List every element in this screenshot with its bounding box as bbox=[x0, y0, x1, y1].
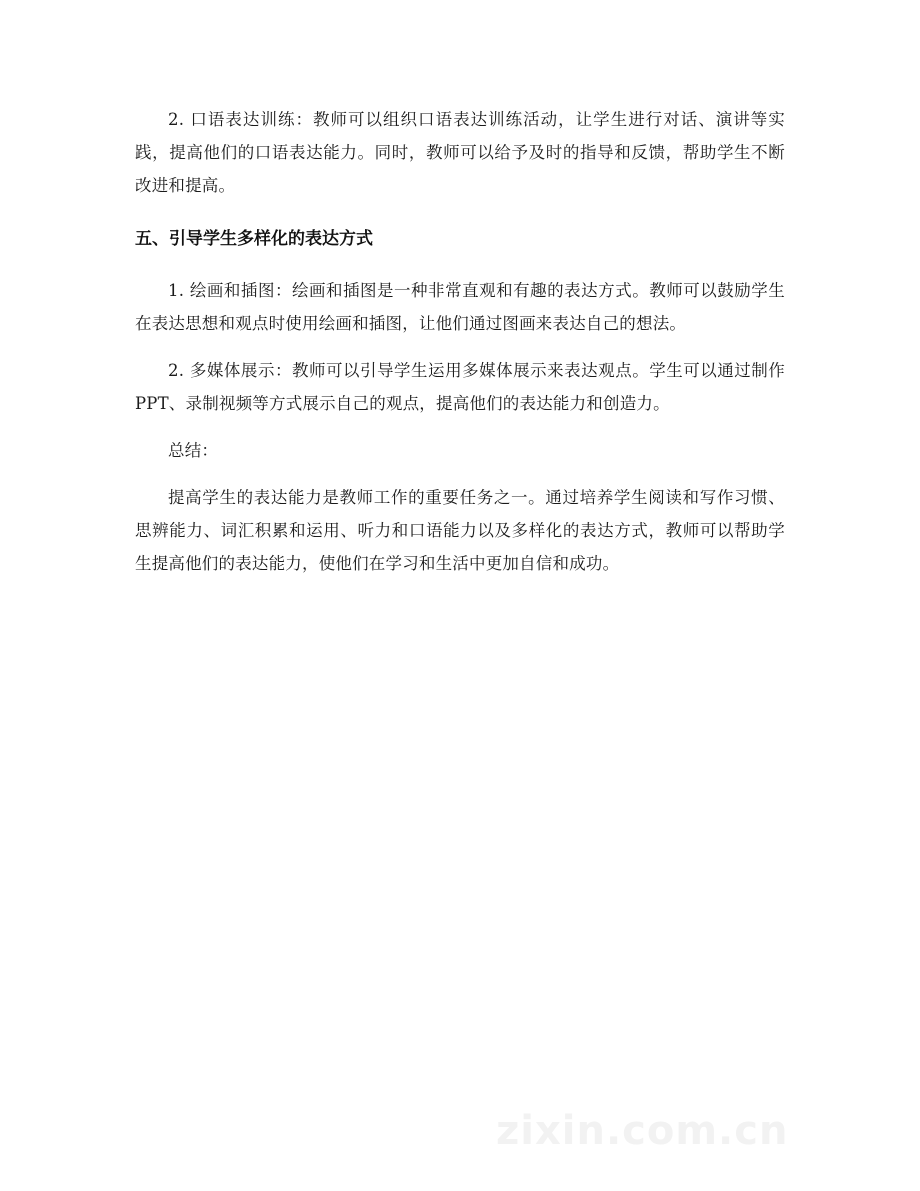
paragraph-multimedia: 2. 多媒体展示：教师可以引导学生运用多媒体展示来表达观点。学生可以通过制作 PPT、录制视频等方式展示自己的观点，提高他们的表达能力和创造力。 bbox=[135, 361, 785, 413]
section-heading: 五、引导学生多样化的表达方式 bbox=[135, 229, 373, 249]
paragraph-drawing: 1. 绘画和插图：绘画和插图是一种非常直观和有趣的表达方式。教师可以鼓励学生在表达思想和观点时使用绘画和插图，让他们通过图画来表达自己的想法。 bbox=[135, 281, 785, 333]
summary-paragraph: 提高学生的表达能力是教师工作的重要任务之一。通过培养学生阅读和写作习惯、思辨能力、词汇积累和运用、听力和口语能力以及多样化的表达方式，教师可以帮助学生提高他们的表达能力，使他们在学习和生活中更加自信和成功。 bbox=[135, 488, 785, 573]
watermark: zixin.com.cn bbox=[496, 1108, 789, 1154]
paragraph-oral-training: 2. 口语表达训练：教师可以组织口语表达训练活动，让学生进行对话、演讲等实践，提高他们的口语表达能力。同时，教师可以给予及时的指导和反馈，帮助学生不断改进和提高。 bbox=[135, 110, 785, 195]
document-body bbox=[135, 103, 785, 580]
summary-label: 总结： bbox=[168, 441, 219, 460]
